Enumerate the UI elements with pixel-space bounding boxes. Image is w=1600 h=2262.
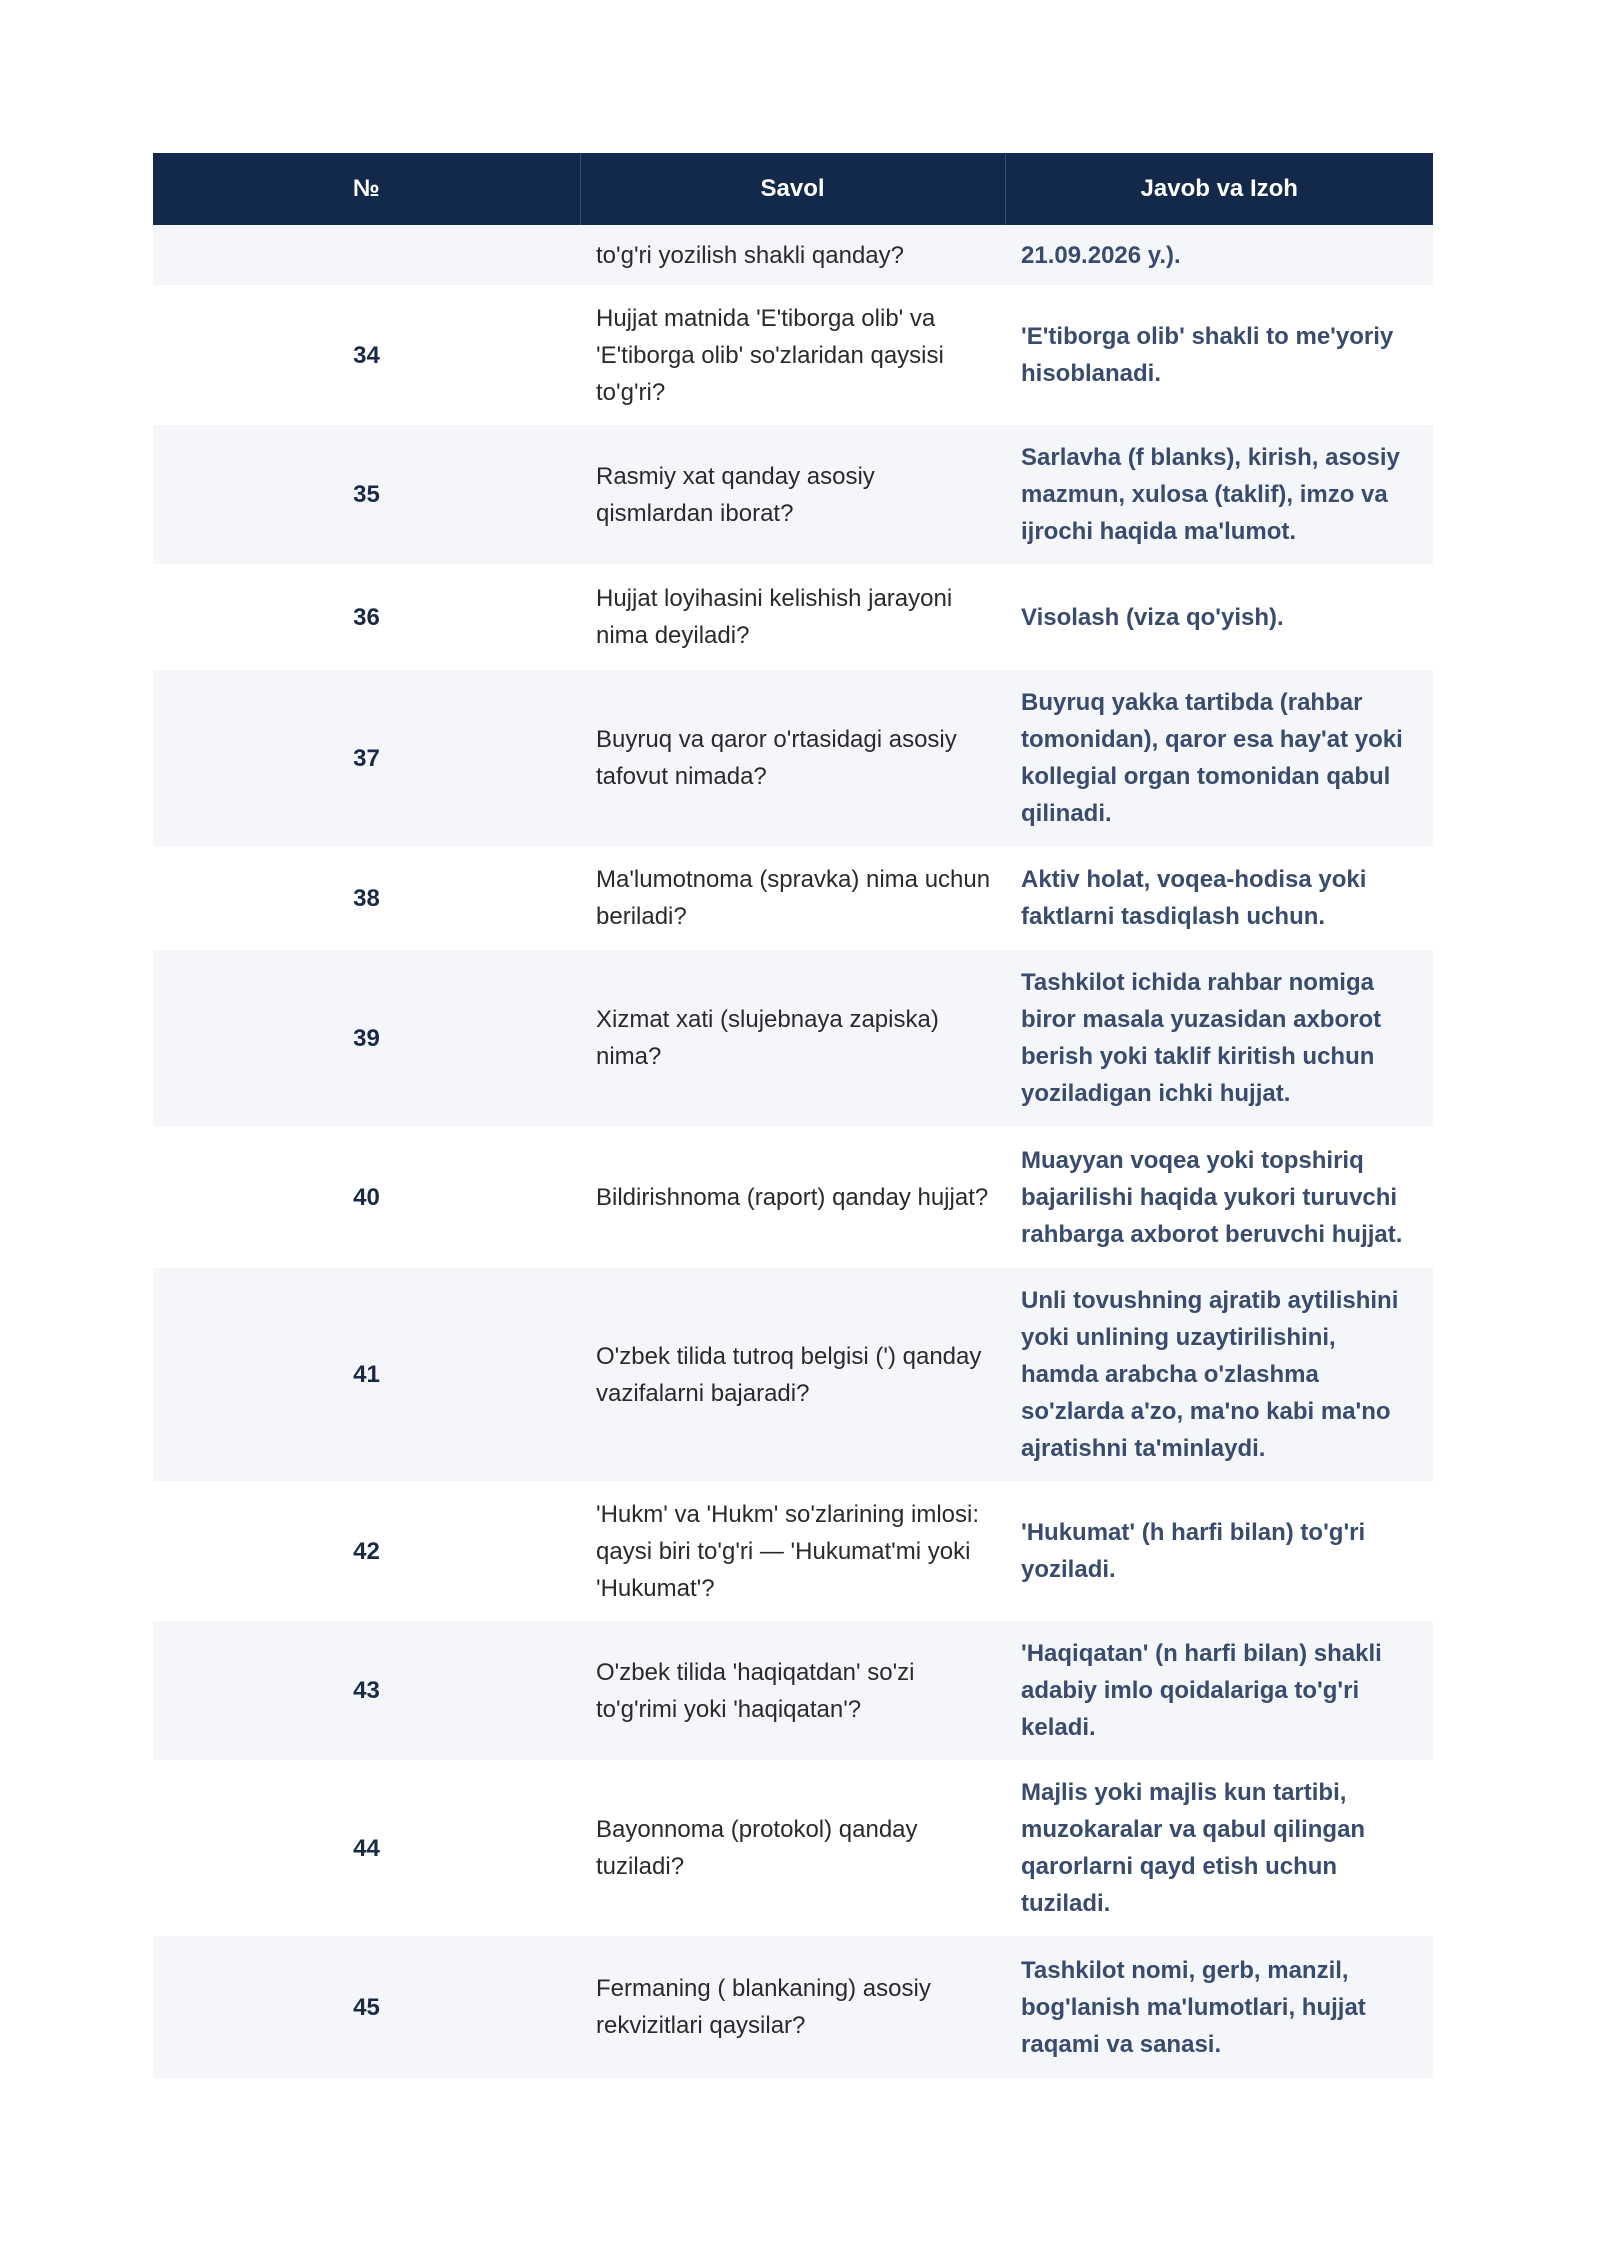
table-row (153, 1936, 1433, 2078)
row-answer: Muayyan voqea yoki topshiriq bajarilishi haqida yukori turuvchi rahbarga axborot beruvchi hujjat. (1005, 1126, 1433, 1268)
table-row (153, 425, 1433, 564)
row-question: O'zbek tilida 'haqiqatdan' so'zi to'g'rimi yoki 'haqiqatan'? (580, 1621, 1005, 1760)
table-row (153, 564, 1433, 670)
table-row (153, 285, 1433, 425)
row-question: Buyruq va qaror o'rtasidagi asosiy tafovut nimada? (580, 670, 1005, 846)
row-number: 34 (153, 285, 580, 425)
column-header-answer: Javob va Izoh (1005, 153, 1433, 225)
row-answer: Visolash (viza qo'yish). (1005, 564, 1433, 670)
row-answer: 'Hukumat' (h harfi bilan) to'g'ri yoziladi. (1005, 1481, 1433, 1621)
row-answer: Sarlavha (f blanks), kirish, asosiy mazmun, xulosa (taklif), imzo va ijrochi haqida ma'lumot. (1005, 425, 1433, 564)
row-question: Hujjat loyihasini kelishish jarayoni nima deyiladi? (580, 564, 1005, 670)
column-header-number: № (153, 153, 580, 225)
row-question: Bildirishnoma (raport) qanday hujjat? (580, 1126, 1005, 1268)
row-question: O'zbek tilida tutroq belgisi (') qanday vazifalarni bajaradi? (580, 1268, 1005, 1481)
row-question: 'Hukm' va 'Hukm' so'zlarining imlosi: qaysi biri to'g'ri — 'Hukumat'mi yoki 'Hukumat'? (580, 1481, 1005, 1621)
row-question: Fermaning ( blankaning) asosiy rekvizitlari qaysilar? (580, 1936, 1005, 2078)
table-row (153, 1481, 1433, 1621)
qa-table (153, 153, 1433, 2078)
row-number: 35 (153, 425, 580, 564)
row-number: 45 (153, 1936, 580, 2078)
table-row (153, 1621, 1433, 1760)
table-row (153, 1126, 1433, 1268)
row-answer: Tashkilot ichida rahbar nomiga biror masala yuzasidan axborot berish yoki taklif kiritish uchun yoziladigan ichki hujjat. (1005, 950, 1433, 1126)
row-number: 42 (153, 1481, 580, 1621)
row-question: Hujjat matnida 'E'tiborga olib' va 'E'tiborga olib' so'zlaridan qaysisi to'g'ri? (580, 285, 1005, 425)
table-row (153, 1268, 1433, 1481)
row-question: Rasmiy xat qanday asosiy qismlardan iborat? (580, 425, 1005, 564)
row-answer: Majlis yoki majlis kun tartibi, muzokaralar va qabul qilingan qarorlarni qayd etish uchun tuziladi. (1005, 1760, 1433, 1936)
table-row (153, 670, 1433, 846)
row-answer: Tashkilot nomi, gerb, manzil, bog'lanish ma'lumotlari, hujjat raqami va sanasi. (1005, 1936, 1433, 2078)
row-answer: 'E'tiborga olib' shakli to me'yoriy hisoblanadi. (1005, 285, 1433, 425)
row-number: 36 (153, 564, 580, 670)
row-question: Bayonnoma (protokol) qanday tuziladi? (580, 1760, 1005, 1936)
table-row (153, 225, 1433, 285)
page-content (153, 153, 1433, 2078)
row-number: 44 (153, 1760, 580, 1936)
table-row (153, 846, 1433, 950)
row-answer: Buyruq yakka tartibda (rahbar tomonidan), qaror esa hay'at yoki kollegial organ tomonidan qabul qilinadi. (1005, 670, 1433, 846)
table-body (153, 225, 1433, 2078)
row-number: 40 (153, 1126, 580, 1268)
table-header (153, 153, 1433, 225)
row-question: to'g'ri yozilish shakli qanday? (580, 225, 1005, 285)
row-number: 39 (153, 950, 580, 1126)
table-row (153, 950, 1433, 1126)
row-answer: 'Haqiqatan' (n harfi bilan) shakli adabiy imlo qoidalariga to'g'ri keladi. (1005, 1621, 1433, 1760)
row-question: Xizmat xati (slujebnaya zapiska) nima? (580, 950, 1005, 1126)
row-question: Ma'lumotnoma (spravka) nima uchun beriladi? (580, 846, 1005, 950)
row-number (153, 225, 580, 285)
row-number: 37 (153, 670, 580, 846)
row-number: 41 (153, 1268, 580, 1481)
row-answer: Aktiv holat, voqea-hodisa yoki faktlarni tasdiqlash uchun. (1005, 846, 1433, 950)
row-answer: Unli tovushning ajratib aytilishini yoki unlining uzaytirilishini, hamda arabcha o'zlashma so'zlarda a'zo, ma'no kabi ma'no ajratishni ta'minlaydi. (1005, 1268, 1433, 1481)
row-number: 38 (153, 846, 580, 950)
column-header-question: Savol (580, 153, 1005, 225)
table-row (153, 1760, 1433, 1936)
row-number: 43 (153, 1621, 580, 1760)
row-answer: 21.09.2026 y.). (1005, 225, 1433, 285)
